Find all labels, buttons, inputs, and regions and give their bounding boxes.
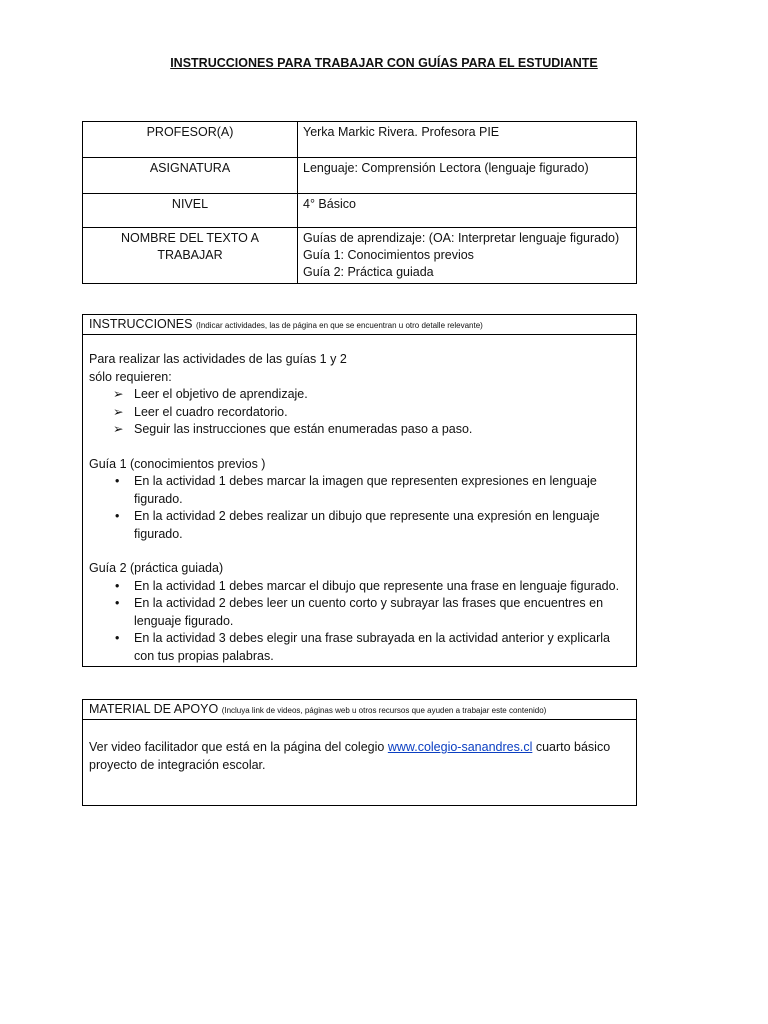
info-value — [298, 228, 637, 284]
steps-list — [89, 386, 630, 439]
material-text: cuarto básico proyecto de integración escolar. — [89, 740, 611, 772]
info-value-line: Guía 1: Conocimientos previos — [303, 248, 474, 262]
arrow-bullet-icon: ➢ — [113, 422, 124, 436]
guide1-title: Guía 1 (conocimientos previos ) — [89, 456, 266, 471]
info-value-line: 4° Básico — [303, 197, 356, 211]
guide1-list — [89, 473, 630, 543]
info-value — [298, 194, 637, 228]
instructions-heading: INSTRUCCIONES — [89, 317, 193, 331]
info-row-asignatura — [83, 158, 637, 194]
material-heading-note: (Incluya link de videos, páginas web u otros recursos que ayuden a trabajar este contenido) — [221, 706, 547, 715]
info-value — [298, 122, 637, 158]
round-bullet-icon: • — [115, 474, 120, 488]
list-item: • En la actividad 3 debes elegir una frase subrayada en la actividad anterior y explicarla con tus propias palabras. — [115, 631, 610, 663]
document-title: INSTRUCCIONES PARA TRABAJAR CON GUÍAS PARA EL ESTUDIANTE — [170, 56, 598, 70]
material-heading: MATERIAL DE APOYO — [89, 702, 219, 716]
arrow-bullet-icon: ➢ — [113, 387, 124, 401]
instructions-body — [83, 335, 636, 665]
material-header — [83, 700, 636, 720]
info-label: ASIGNATURA — [83, 158, 298, 194]
intro-line: Para realizar las actividades de las guías 1 y 2 — [89, 352, 347, 366]
info-value-line: Guías de aprendizaje: (OA: Interpretar lenguaje figurado) — [303, 231, 620, 245]
list-item: ➢ Leer el cuadro recordatorio. — [89, 404, 630, 422]
list-item: • En la actividad 1 debes marcar la imagen que representen expresiones en lenguaje figurado. — [115, 474, 597, 506]
guide2-list — [89, 578, 630, 666]
list-item: • En la actividad 1 debes marcar el dibujo que represente una frase en lenguaje figurado. — [89, 578, 630, 596]
round-bullet-icon: • — [115, 578, 120, 593]
arrow-bullet-icon: ➢ — [113, 404, 124, 419]
material-body — [83, 720, 636, 774]
material-box — [82, 699, 637, 806]
info-row-profesor — [83, 122, 637, 158]
list-item: • En la actividad 2 debes realizar un dibujo que represente una expresión en lenguaje figurado. — [115, 509, 600, 541]
round-bullet-icon: • — [115, 509, 120, 523]
material-text: Ver video facilitador que está en la página del colegio — [89, 740, 388, 754]
info-value-line: Yerka Markic Rivera. Profesora PIE — [303, 125, 500, 139]
info-value-line: Lenguaje: Comprensión Lectora (lenguaje figurado) — [303, 161, 589, 175]
list-item: • En la actividad 2 debes leer un cuento corto y subrayar las frases que encuentres en lenguaje figurado. — [115, 596, 604, 628]
instructions-box — [82, 314, 637, 667]
list-item: ➢ Leer el objetivo de aprendizaje. — [89, 386, 630, 404]
school-website-link[interactable]: www.colegio-sanandres.cl — [387, 740, 533, 754]
list-item: ➢ Seguir las instrucciones que están enumeradas paso a paso. — [89, 421, 630, 439]
round-bullet-icon: • — [115, 596, 120, 610]
info-value-line: Guía 2: Práctica guiada — [303, 265, 434, 279]
info-label: NOMBRE DEL TEXTO A TRABAJAR — [83, 228, 298, 284]
instructions-header — [83, 315, 636, 335]
info-row-nivel — [83, 194, 637, 228]
info-table — [82, 121, 637, 284]
info-value — [298, 158, 637, 194]
guide2-title: Guía 2 (práctica guiada) — [89, 561, 224, 575]
info-label: NIVEL — [83, 194, 298, 228]
info-row-texto — [83, 228, 637, 284]
intro-line: sólo requieren: — [89, 369, 172, 384]
instructions-heading-note: (Indicar actividades, las de página en que se encuentran u otro detalle relevante) — [195, 321, 483, 330]
info-label: PROFESOR(A) — [83, 122, 298, 158]
round-bullet-icon: • — [115, 631, 120, 645]
